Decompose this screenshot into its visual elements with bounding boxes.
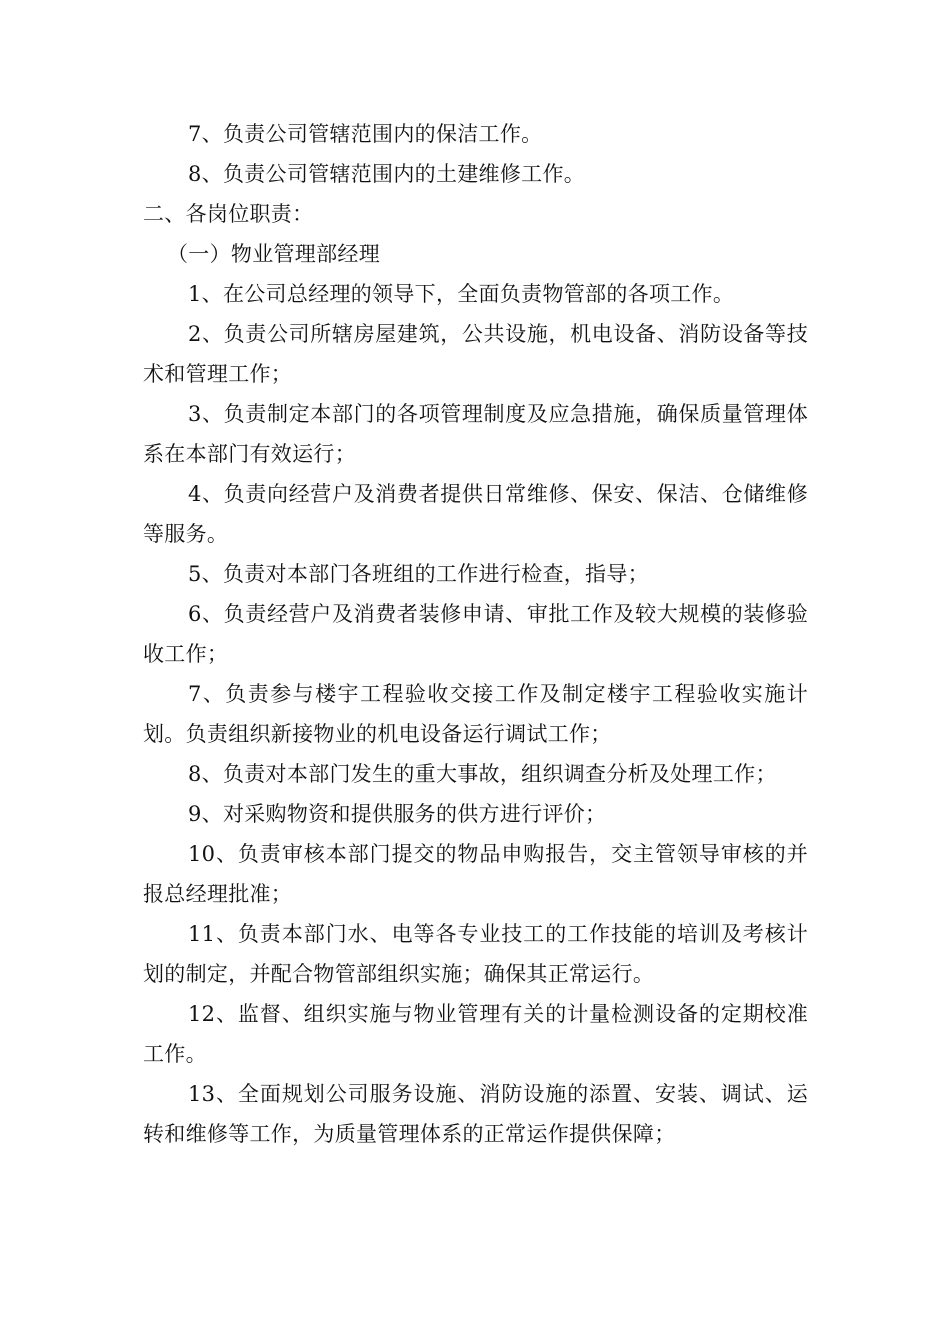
duty-item-5: 5、负责对本部门各班组的工作进行检查，指导； <box>188 562 649 586</box>
paragraph-item-8-construction: 8、负责公司管辖范围内的土建维修工作。 <box>188 162 586 186</box>
duty-item-12: 12、监督、组织实施与物业管理有关的计量检测设备的定期校准工作。 <box>143 1002 808 1066</box>
duty-item-13: 13、全面规划公司服务设施、消防设施的添置、安装、调试、运转和维修等工作，为质量管理体系的正常运作提供保障； <box>143 1082 808 1146</box>
duty-item-3: 3、负责制定本部门的各项管理制度及应急措施，确保质量管理体系在本部门有效运行； <box>143 402 808 466</box>
duty-item-7: 7、负责参与楼宇工程验收交接工作及制定楼宇工程验收实施计划。负责组织新接物业的机电设备运行调试工作； <box>143 682 808 746</box>
duty-item-1: 1、在公司总经理的领导下，全面负责物管部的各项工作。 <box>188 282 735 306</box>
duty-item-10: 10、负责审核本部门提交的物品申购报告，交主管领导审核的并报总经理批准； <box>143 842 808 906</box>
duty-item-6: 6、负责经营户及消费者装修申请、审批工作及较大规模的装修验收工作； <box>143 602 808 666</box>
duty-item-9: 9、对采购物资和提供服务的供方进行评价； <box>188 802 607 826</box>
duty-item-4: 4、负责向经营户及消费者提供日常维修、保安、保洁、仓储维修等服务。 <box>143 482 808 546</box>
duty-item-2: 2、负责公司所辖房屋建筑，公共设施，机电设备、消防设备等技术和管理工作； <box>143 322 808 386</box>
document-body <box>143 114 808 1154</box>
paragraph-item-7-cleaning: 7、负责公司管辖范围内的保洁工作。 <box>188 122 543 146</box>
duty-item-11: 11、负责本部门水、电等各专业技工的工作技能的培训及考核计划的制定，并配合物管部组织实施；确保其正常运行。 <box>143 922 808 986</box>
subsection-heading: （一）物业管理部经理 <box>167 242 380 266</box>
section-heading: 二、各岗位职责： <box>143 202 314 226</box>
duty-item-8: 8、负责对本部门发生的重大事故，组织调查分析及处理工作； <box>188 762 777 786</box>
